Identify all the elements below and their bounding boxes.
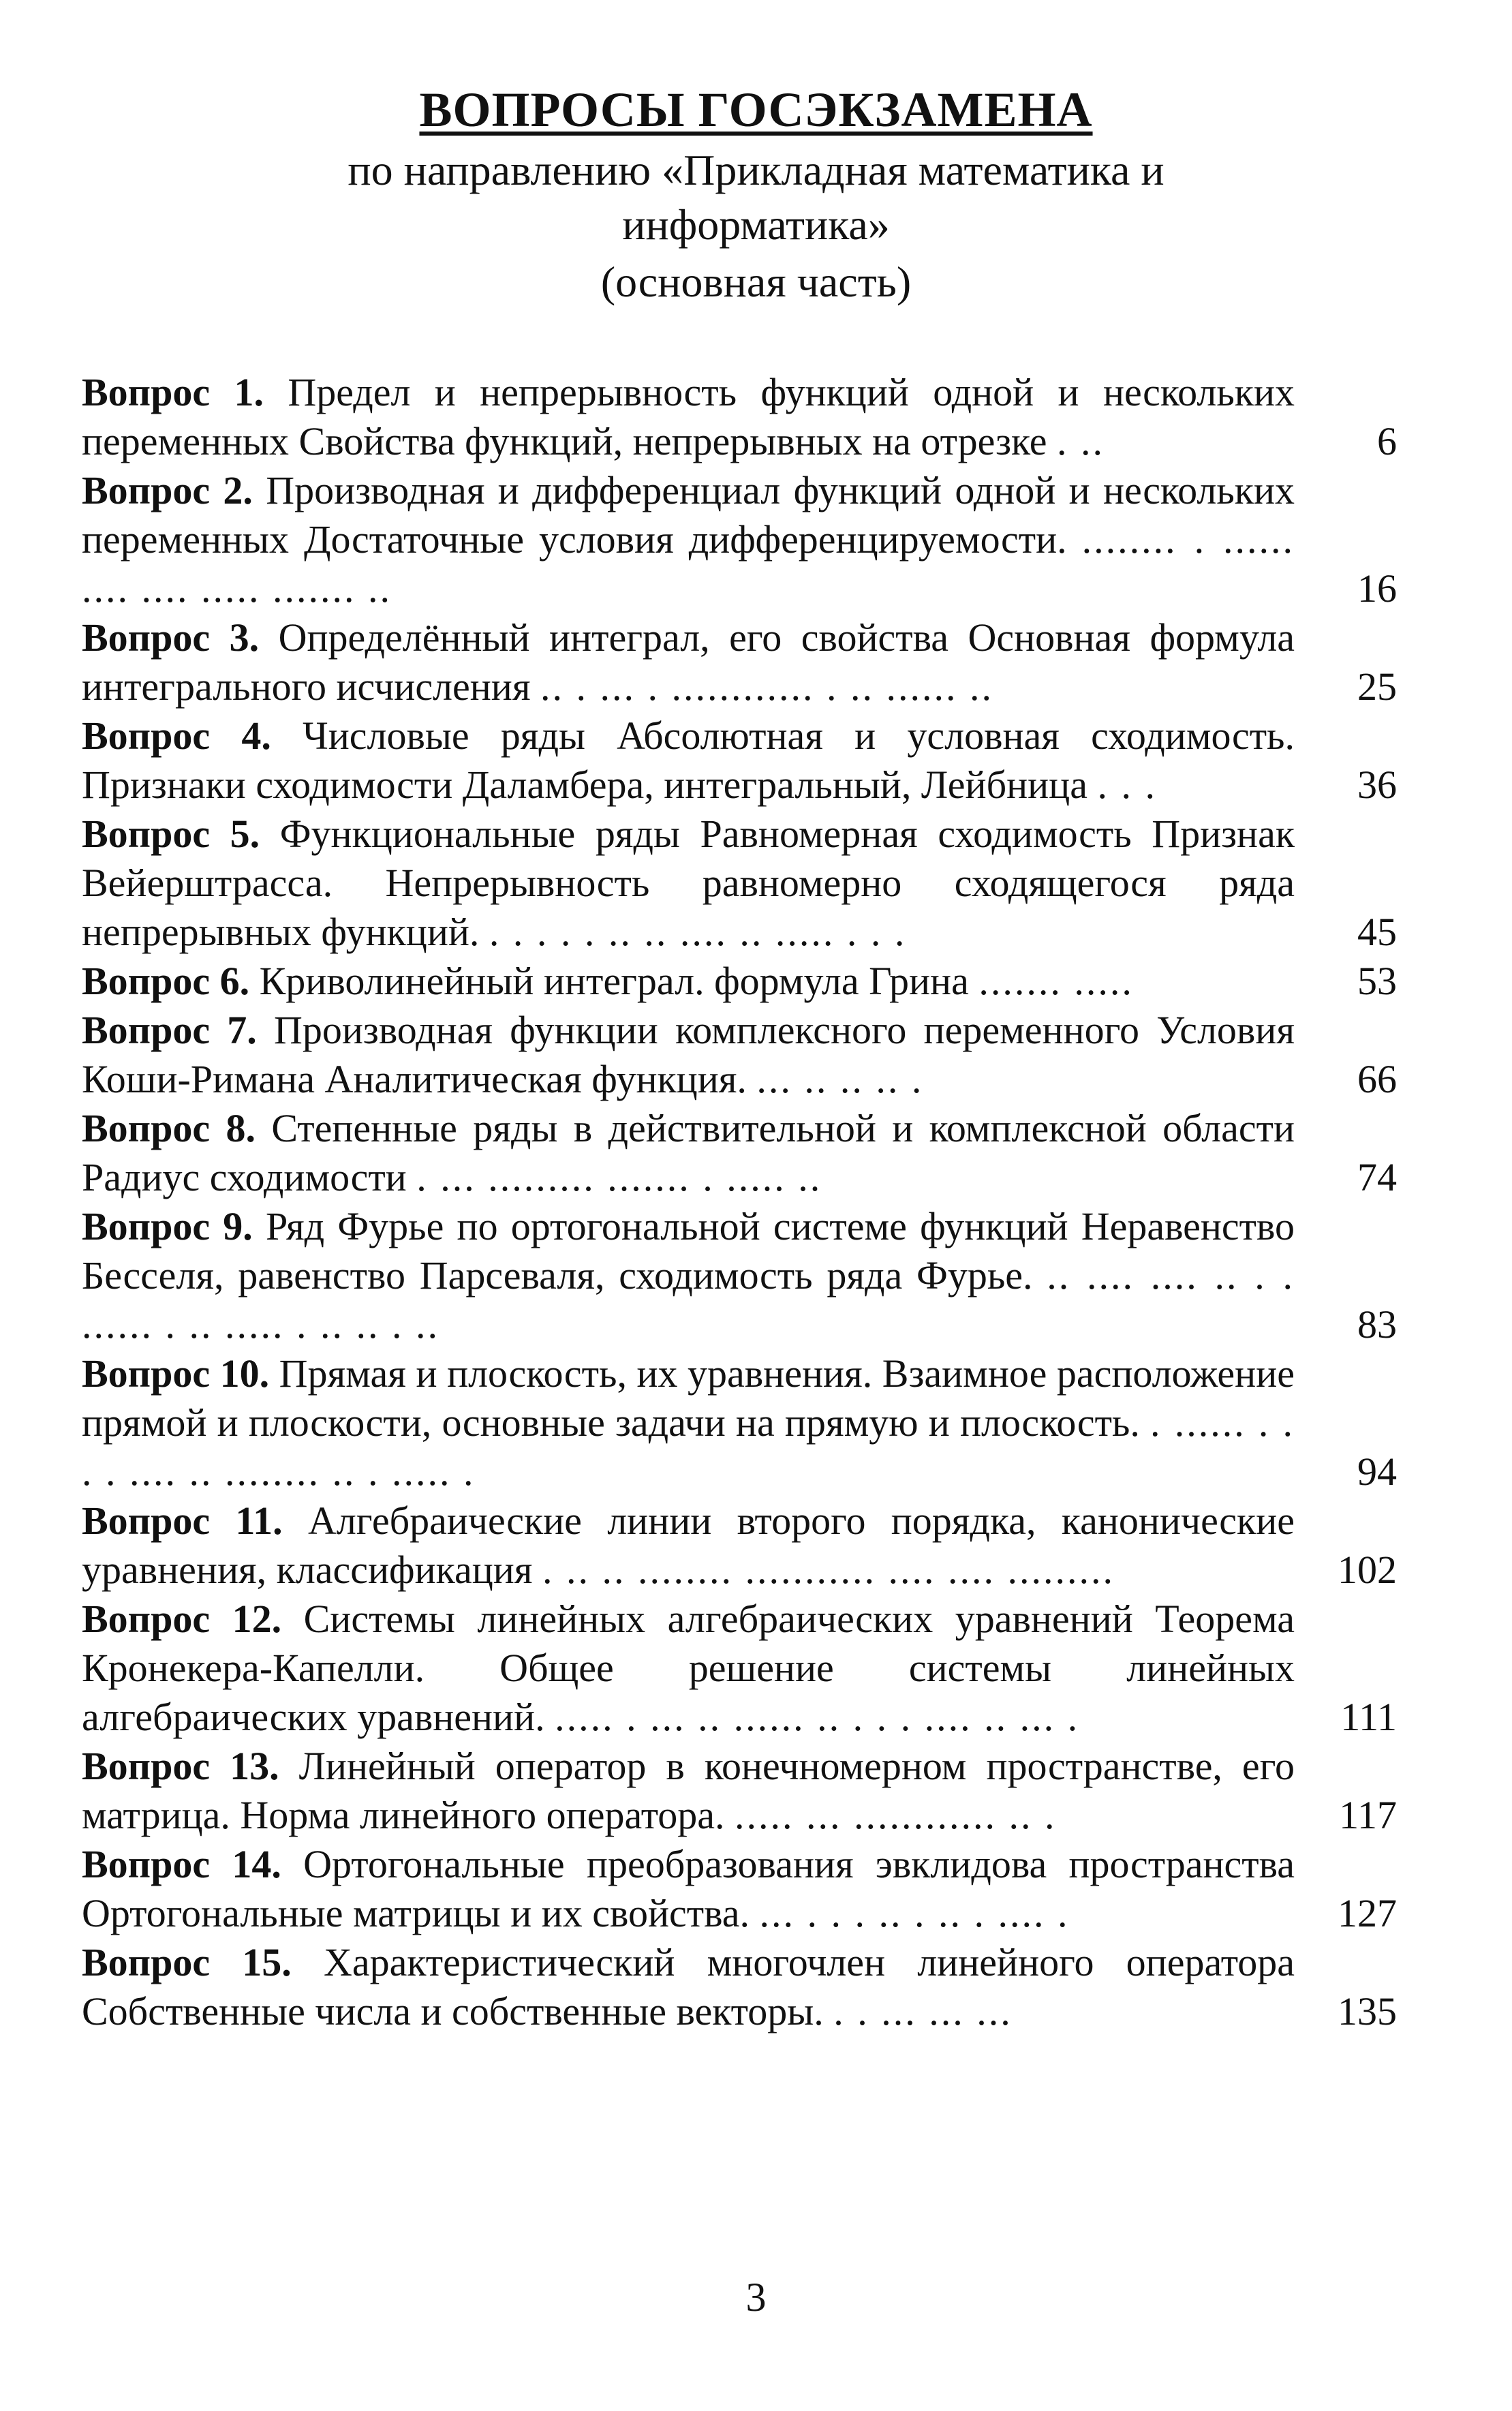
question-label: Вопрос 10. bbox=[82, 1351, 270, 1396]
toc-entry bbox=[82, 1938, 1397, 2036]
toc-entry-text bbox=[82, 1840, 1397, 1938]
document-part: (основная часть) bbox=[600, 258, 912, 306]
page-ref: 6 bbox=[1377, 419, 1397, 463]
question-label: Вопрос 12. bbox=[82, 1597, 282, 1641]
question-label: Вопрос 1. bbox=[82, 370, 264, 414]
page-ref: 94 bbox=[1357, 1449, 1397, 1494]
dot-leader: .. .... .... .. . . ...... . .. ..... . .. .. . .. bbox=[82, 1253, 1295, 1347]
question-label: Вопрос 9. bbox=[82, 1204, 253, 1248]
toc-entry bbox=[82, 957, 1397, 1006]
toc-entry-text bbox=[82, 1496, 1397, 1595]
toc-entry-text bbox=[82, 1595, 1397, 1742]
question-text: Алгебраические линии второго порядка, канонические уравнения, классификация bbox=[82, 1499, 1295, 1592]
dot-leader: . . . . . .. .. .... .. ..... . . . bbox=[489, 910, 907, 954]
toc-entry-text bbox=[82, 368, 1397, 466]
page-ref: 66 bbox=[1357, 1057, 1397, 1101]
question-label: Вопрос 4. bbox=[82, 713, 271, 758]
dot-leader: . . ... ... ... bbox=[833, 1989, 1013, 2033]
question-text: Предел и непрерывность функций одной и нескольких переменных Свойства функций, непрерывных на отрезке bbox=[82, 370, 1295, 463]
toc-entry-text bbox=[82, 810, 1397, 957]
document-header bbox=[0, 80, 1512, 309]
question-text: Степенные ряды в действительной и комплексной области Радиус сходимости bbox=[82, 1106, 1295, 1199]
question-label: Вопрос 6. bbox=[82, 959, 250, 1003]
toc-entry-text bbox=[82, 1202, 1397, 1349]
page-ref: 36 bbox=[1357, 763, 1397, 807]
toc-entry-text bbox=[82, 957, 1397, 1006]
question-label: Вопрос 2. bbox=[82, 468, 253, 512]
page-ref: 102 bbox=[1338, 1548, 1397, 1592]
dot-leader: . . . bbox=[1097, 763, 1157, 807]
table-of-contents bbox=[82, 368, 1397, 2036]
toc-entry bbox=[82, 1349, 1397, 1496]
question-text: Криволинейный интеграл. формула Грина bbox=[259, 959, 969, 1003]
page-ref: 16 bbox=[1357, 566, 1397, 611]
question-text: Производная и дифференциал функций одной и нескольких переменных Достаточные условия дифференцируемости. bbox=[82, 468, 1295, 562]
question-label: Вопрос 7. bbox=[82, 1008, 257, 1052]
toc-entry bbox=[82, 1742, 1397, 1840]
toc-entry-text bbox=[82, 1938, 1397, 2036]
toc-entry-text bbox=[82, 613, 1397, 711]
question-label: Вопрос 15. bbox=[82, 1940, 292, 1984]
dot-leader: . .. .. ........ ........... .... .... ......... bbox=[542, 1548, 1115, 1592]
toc-entry-text bbox=[82, 466, 1397, 613]
question-text: Производная функции комплексного переменного Условия Коши-Римана Аналитическая функция. bbox=[82, 1008, 1295, 1101]
toc-entry-text bbox=[82, 1006, 1397, 1104]
question-label: Вопрос 11. bbox=[82, 1499, 283, 1543]
question-text: Определённый интеграл, его свойства Основная формула интегрального исчисления bbox=[82, 615, 1295, 709]
question-text: Линейный оператор в конечномерном пространстве, его матрица. Норма линейного оператора. bbox=[82, 1744, 1295, 1837]
page-ref: 53 bbox=[1357, 959, 1397, 1003]
question-label: Вопрос 13. bbox=[82, 1744, 279, 1788]
question-text: Числовые ряды Абсолютная и условная сходимость. Признаки сходимости Даламбера, интегральный, Лейбница bbox=[82, 713, 1295, 807]
toc-entry bbox=[82, 613, 1397, 711]
question-text: Прямая и плоскость, их уравнения. Взаимное расположение прямой и плоскости, основные задачи на прямую и плоскость. bbox=[82, 1351, 1295, 1445]
dot-leader: . ... ......... ....... . ..... .. bbox=[416, 1155, 822, 1199]
dot-leader: ..... ... ............ .. . bbox=[735, 1793, 1057, 1837]
toc-entry bbox=[82, 1006, 1397, 1104]
page-ref: 74 bbox=[1357, 1155, 1397, 1199]
page-ref: 127 bbox=[1338, 1891, 1397, 1935]
dot-leader: ........ . ...... .... .... ..... ....... .. bbox=[82, 517, 1295, 611]
dot-leader: ... .. .. .. . bbox=[756, 1057, 924, 1101]
question-label: Вопрос 8. bbox=[82, 1106, 256, 1150]
question-label: Вопрос 5. bbox=[82, 812, 260, 856]
toc-entry bbox=[82, 1496, 1397, 1595]
toc-entry bbox=[82, 368, 1397, 466]
toc-entry bbox=[82, 1840, 1397, 1938]
toc-entry-text bbox=[82, 1742, 1397, 1840]
toc-entry-text bbox=[82, 1349, 1397, 1496]
page-number: 3 bbox=[745, 2275, 767, 2320]
dot-leader: ... . . . .. . .. . .... . bbox=[759, 1891, 1070, 1935]
document-title: ВОПРОСЫ ГОСЭКЗАМЕНА bbox=[419, 82, 1093, 137]
question-text: Характеристический многочлен линейного оператора Собственные числа и собственные векторы. bbox=[82, 1940, 1295, 2033]
question-text: Системы линейных алгебраических уравнений Теорема Кронекера-Капелли. Общее решение системы линейных алгебраических уравнений. bbox=[82, 1597, 1295, 1739]
toc-entry-text bbox=[82, 711, 1397, 810]
dot-leader: .. . ... . ............ . .. ...... .. bbox=[540, 664, 994, 709]
toc-entry bbox=[82, 810, 1397, 957]
question-text: Функциональные ряды Равномерная сходимость Признак Вейерштрасса. Непрерывность равномерно сходящегося ряда непрерывных функций. bbox=[82, 812, 1295, 954]
document-subtitle: по направлению «Прикладная математика и информатика» bbox=[348, 146, 1164, 249]
dot-leader: ..... . ... .. ...... .. . . . .... .. ... . bbox=[555, 1695, 1080, 1739]
toc-entry bbox=[82, 1104, 1397, 1202]
page-ref: 25 bbox=[1357, 664, 1397, 709]
page-ref: 135 bbox=[1338, 1989, 1397, 2033]
page-ref: 111 bbox=[1340, 1695, 1397, 1739]
dot-leader: . ...... . . . . .... .. ........ .. . ..... . bbox=[82, 1400, 1295, 1494]
question-text: Ортогональные преобразования эвклидова пространства Ортогональные матрицы и их свойства. bbox=[82, 1842, 1295, 1935]
question-label: Вопрос 14. bbox=[82, 1842, 281, 1886]
question-label: Вопрос 3. bbox=[82, 615, 260, 660]
toc-entry-text bbox=[82, 1104, 1397, 1202]
toc-entry bbox=[82, 711, 1397, 810]
dot-leader: ....... ..... bbox=[978, 959, 1134, 1003]
dot-leader: . .. bbox=[1057, 419, 1105, 463]
page-ref: 117 bbox=[1339, 1793, 1397, 1837]
toc-entry bbox=[82, 1595, 1397, 1742]
page-ref: 45 bbox=[1357, 910, 1397, 954]
question-text: Ряд Фурье по ортогональной системе функций Неравенство Бесселя, равенство Парсеваля, сходимость ряда Фурье. bbox=[82, 1204, 1295, 1297]
page-ref: 83 bbox=[1357, 1302, 1397, 1347]
toc-entry bbox=[82, 1202, 1397, 1349]
toc-entry bbox=[82, 466, 1397, 613]
